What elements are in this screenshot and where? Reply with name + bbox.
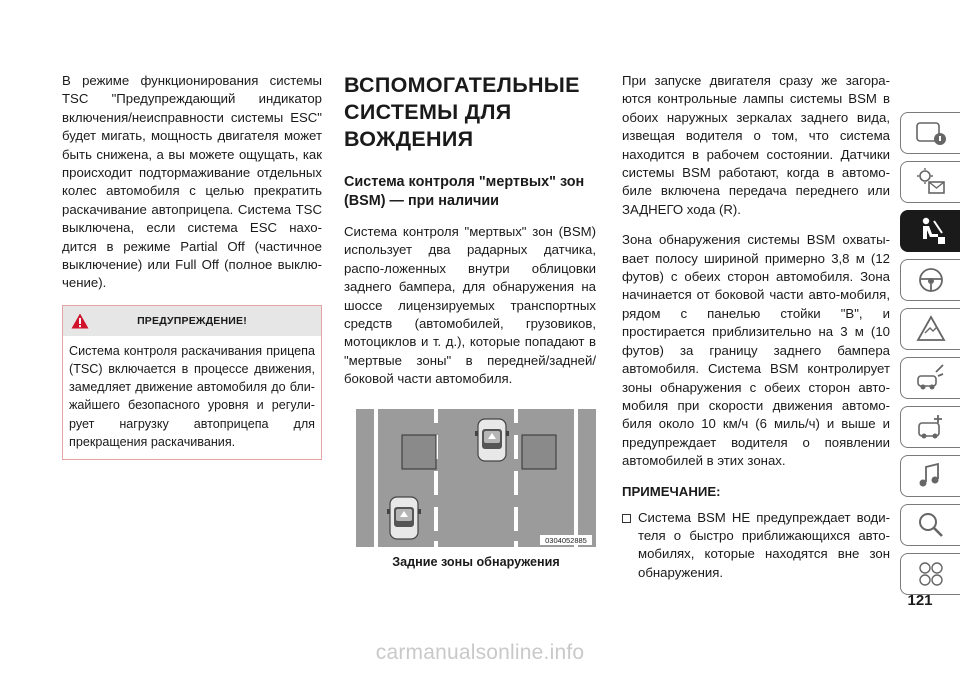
warning-lights-icon [914, 166, 948, 198]
dashboard-info-icon [914, 117, 948, 149]
right-detection-zone [522, 435, 556, 469]
bsm-figure [356, 409, 596, 569]
service-wrench-icon [914, 362, 948, 394]
figure-code: 0304052885 [545, 535, 587, 545]
left-column [62, 72, 322, 460]
tab-index[interactable] [900, 504, 960, 546]
safety-airbag-icon [914, 215, 948, 247]
multimedia-music-icon [914, 460, 948, 492]
note-item [622, 509, 890, 583]
detection-zones-diagram [356, 409, 596, 547]
bsm-zone-paragraph: Зона обнаружения системы BSM охваты-вает полосу шириной примерно 3,8 м (12 футов) с обеих сторон автомобиля. Зона начинается от боковой части авто-мобиля, рядом с панелью стойки "B", и простирается приблизительно на 3 м (10 футов) за границу заднего бампера автомобиля. Система BSM контролирует зоны обнаружения с обеих сторон авто-мобиля при скорости движения автомо-биля около 10 км/ч (6 миль/ч) и выше и предупреждает водителя о появлении автомобилей в этих зонах. [622, 232, 890, 469]
tab-dashboard-info[interactable] [900, 112, 960, 154]
bullet-square-icon [622, 514, 631, 523]
approaching-vehicle-icon [387, 497, 421, 539]
figure-caption: Задние зоны обнаружения [392, 554, 560, 569]
right-column [622, 72, 890, 582]
languages-icon [914, 558, 948, 590]
host-vehicle-icon [475, 419, 509, 461]
warning-text: Система контроля раскачивания прицепа (TSC) включается в процессе движения, замедляет движение автомобиля до бли-жайшего безопасного уровня и регули-рует нагрузку автоприцепа для прекращения раскачивания. [69, 343, 315, 449]
left-detection-zone [402, 435, 436, 469]
section-title: ВСПОМОГАТЕЛЬНЫЕ СИСТЕМЫ ДЛЯ ВОЖДЕНИЯ [344, 73, 580, 151]
index-search-icon [914, 509, 948, 541]
warning-box [62, 305, 322, 460]
chapter-tabs [900, 112, 960, 602]
specifications-icon [914, 411, 948, 443]
watermark-text[interactable]: carmanualsonline.info [375, 641, 585, 664]
bsm-paragraph: Система контроля "мертвых" зон (BSM) использует два радарных датчика, распо-ложенных внутри облицовки заднего бампера, для обнаружения на шоссе лицензируемых транспортных средств (автомобилей, грузовиков, мотоциклов и т. д.), которые попадают в "мертвые зоны" в передней/задней/боковой части автомобиля. [344, 224, 596, 387]
steering-wheel-icon [914, 264, 948, 296]
warning-header [63, 306, 321, 336]
tab-safety[interactable] [900, 210, 960, 252]
tsc-intro-paragraph: В режиме функционирования системы TSC "Предупреждающий индикатор включения/неисправности системы ESC" будет мигать, мощность двигателя может быть снижена, а вы можете ощущать, как происходит подтормаживание отдельных колес автомобиля с целью прекратить раскачивание автоприцепа. Система TSC выключена, если система ESC нахо-дится в режиме Partial Off (частичное выключение) или Full Off (полное выклю-чение). [62, 73, 322, 291]
tab-multimedia[interactable] [900, 455, 960, 497]
note-text: Система BSM НЕ предупреждает води-теля о быстро приближающихся авто-мобилях, которые находятся вне зон обнаружения. [638, 509, 890, 580]
warning-triangle-icon [71, 313, 89, 329]
roadside-emergency-icon [914, 313, 948, 345]
tab-warning-lights[interactable] [900, 161, 960, 203]
tab-languages[interactable] [900, 553, 960, 595]
tab-emergency[interactable] [900, 308, 960, 350]
tab-driving[interactable] [900, 259, 960, 301]
warning-title: ПРЕДУПРЕЖДЕНИЕ! [137, 314, 247, 327]
bsm-startup-paragraph: При запуске двигателя сразу же загора-ются контрольные лампы системы BSM в обоих наружных зеркалах заднего вида, извещая водителя о том, что система находится в рабочем состоянии. Датчики системы BSM работают, когда в автомо-биле включена передача переднего или ЗАДНЕГО хода (R). [622, 73, 890, 217]
tab-service[interactable] [900, 357, 960, 399]
note-heading: ПРИМЕЧАНИЕ: [622, 483, 721, 499]
page-number: 121 [907, 592, 933, 609]
middle-column [344, 72, 596, 569]
subsection-title: Система контроля "мертвых" зон (BSM) — при наличии [344, 174, 585, 209]
tab-specifications[interactable] [900, 406, 960, 448]
